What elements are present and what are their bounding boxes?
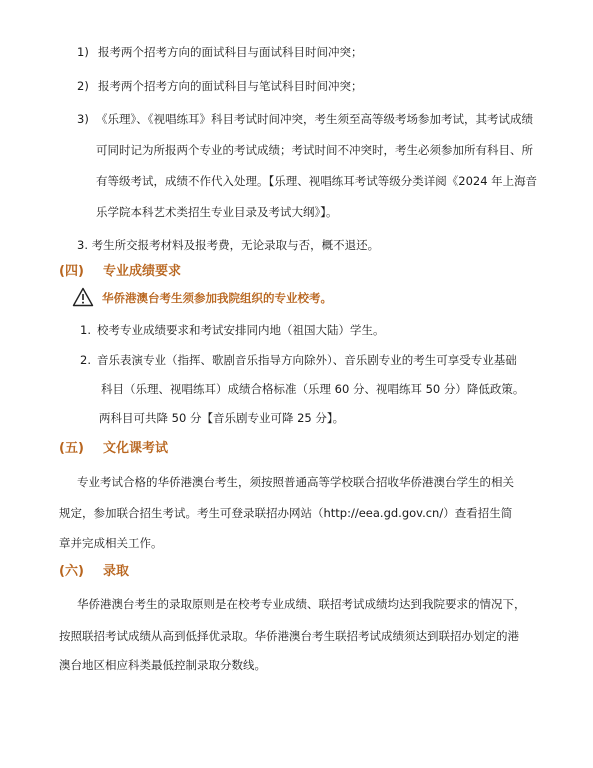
section-number: (六) [59,564,84,579]
paragraph-line: 规定，参加联合招生考试。考生可登录联招办网站（http://eea.gd.gov.cn/）查看招生简 [59,506,513,520]
section-heading-6 [59,563,129,581]
list-number: 3) [77,112,89,126]
warning-triangle-icon [72,287,94,307]
list-item-text: 校考专业成绩要求和考试安排同内地（祖国大陆）学生。 [97,323,385,337]
paragraph-line: 专业考试合格的华侨港澳台考生，须按照普通高等学校联合招收华侨港澳台学生的相关 [77,475,514,489]
section-title: 录取 [103,564,130,579]
list-item-text: 有等级考试，成绩不作代入处理。【乐理、视唱练耳考试等级分类详阅《2024 年上海音 [96,174,538,188]
list-item-text: 报考两个招考方向的面试科目与笔试科目时间冲突； [98,79,363,93]
list-item-text: 音乐表演专业（指挥、歌剧音乐指导方向除外）、音乐剧专业的考生可享受专业基础 [97,353,517,367]
list-number: 1. [80,323,91,337]
paragraph-line: 按照联招考试成绩从高到低择优录取。华侨港澳台考生联招考试成绩须达到联招办划定的港 [59,629,519,643]
list-item-text: 报考两个招考方向的面试科目与面试科目时间冲突； [98,45,363,59]
list-item-text: 可同时记为所报两个专业的考试成绩；考试时间不冲突时，考生必须参加所有科目、所 [96,143,533,157]
paragraph-line: 华侨港澳台考生的录取原则是在校考专业成绩、联招考试成绩均达到我院要求的情况下， [77,597,526,611]
list-item-text: 《乐理》、《视唱练耳》科目考试时间冲突，考生须至高等级考场参加考试，其考试成绩 [96,112,533,126]
paragraph-line: 章并完成相关工作。 [59,536,163,550]
list-item-text: 科目（乐理、视唱练耳）成绩合格标准（乐理 60 分、视唱练耳 50 分）降低政策。 [101,382,525,396]
list-number: 2) [77,79,89,93]
section-number: (五) [59,441,84,456]
paragraph-item-3: 3. 考生所交报考材料及报考费，无论录取与否，概不退还。 [77,238,380,252]
list-number: 1) [77,45,89,59]
section-heading-4 [59,263,181,281]
section-number: (四) [59,264,84,279]
section-title: 专业成绩要求 [103,264,182,279]
paragraph-line: 澳台地区相应科类最低控制录取分数线。 [59,658,266,672]
section-title: 文化课考试 [103,441,169,456]
list-number: 2. [80,353,91,367]
notice-text: 华侨港澳台考生须参加我院组织的专业校考。 [102,291,332,305]
list-item-text: 两科目可共降 50 分【音乐剧专业可降 25 分】。 [99,411,345,425]
list-item-text: 乐学院本科艺术类招生专业目录及考试大纲》】。 [96,205,338,219]
section-heading-5 [59,440,168,458]
